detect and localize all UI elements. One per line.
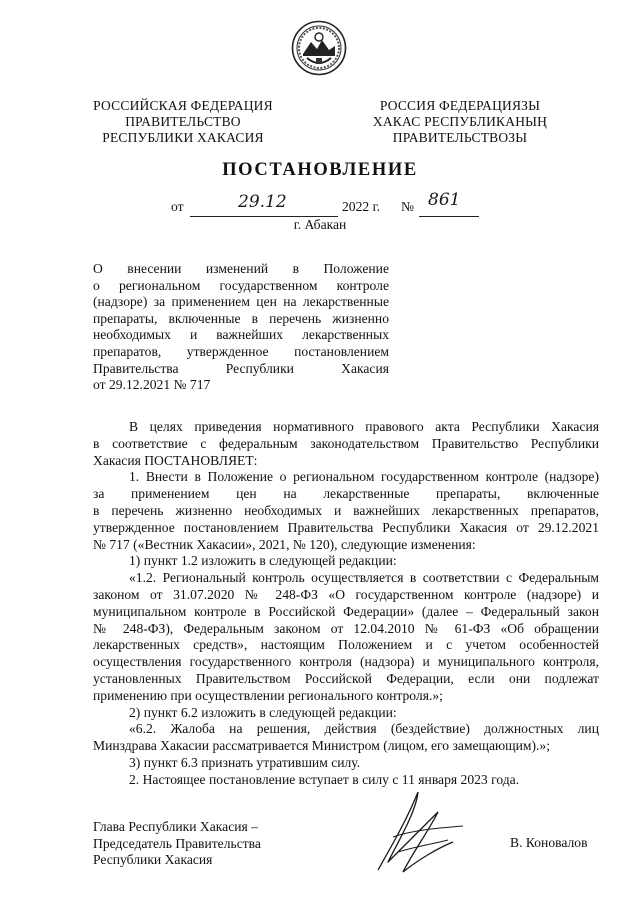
body-line: законом от 31.07.2020 № 248-ФЗ «О государственном контроле (надзоре) и: [93, 586, 599, 602]
subject-line: о региональном государственном контроле: [93, 277, 389, 293]
body-line: муниципальном контроле в Российской Федерации» (далее – Федеральный закон: [93, 603, 599, 619]
subject-line: необходимых и важнейших лекарственных: [93, 327, 389, 343]
body-line: в соответствие с федеральным законодательством Правительство Республики: [93, 435, 599, 451]
header-right-line: ХАКАС РЕСПУБЛИКАНЫҢ: [372, 114, 548, 129]
signatory-position-line: Председатель Правительства: [93, 835, 261, 851]
document-subject: [93, 261, 389, 394]
signatory-position: [93, 819, 261, 869]
body-line: 2) пункт 6.2 изложить в следующей редакции:: [129, 704, 397, 720]
body-line: № 717 («Вестник Хакасии», 2021, № 120), следующие изменения:: [93, 536, 476, 552]
signatory-position-line: Глава Республики Хакасия –: [93, 819, 258, 834]
document-title: ПОСТАНОВЛЕНИЕ: [222, 160, 418, 180]
header-left-line: РОССИЙСКАЯ ФЕДЕРАЦИЯ: [93, 98, 273, 113]
body-line: 1) пункт 1.2 изложить в следующей редакции:: [129, 553, 397, 569]
handwritten-date: 29.12: [238, 192, 287, 212]
subject-line: препараты, включенные в перечень жизненно: [93, 310, 389, 326]
body-line: 1. Внести в Положение о региональном государственном контроле (надзоре): [129, 469, 599, 485]
date-year: 2022 г.: [342, 199, 381, 214]
body-line: лекарственных средств», настоящим Положением и с учетом особенностей: [93, 637, 599, 653]
subject-line: О внесении изменений в Положение: [93, 261, 389, 276]
header-right-line: РОССИЯ ФЕДЕРАЦИЯЗЫ: [379, 98, 541, 113]
subject-line: (надзоре) за применением цен на лекарственные: [93, 294, 389, 310]
header-right: [360, 98, 560, 146]
header-left-line: ПРАВИТЕЛЬСТВО: [125, 114, 241, 129]
body-line: В целях приведения нормативного правового акта Республики Хакасия: [129, 419, 599, 434]
body-line: № 248-ФЗ), Федеральным законом от 12.04.2010 № 61-ФЗ «Об обращении: [93, 620, 599, 636]
header-left: [88, 98, 278, 146]
subject-line: Правительства Республики Хакасия: [93, 360, 389, 376]
header-left-line: РЕСПУБЛИКИ ХАКАСИЯ: [102, 130, 264, 145]
coat-of-arms-emblem: [291, 20, 347, 76]
document-body: [93, 419, 599, 789]
body-line: «1.2. Региональный контроль осуществляется в соответствии с Федеральным: [129, 570, 599, 586]
subject-line: от 29.12.2021 № 717: [93, 377, 211, 393]
body-line: Хакасия ПОСТАНОВЛЯЕТ:: [93, 452, 258, 468]
handwritten-number: 861: [428, 190, 461, 210]
body-line: установленных Правительством Российской Федерации, если они подлежат: [93, 670, 599, 686]
body-line: осуществления государственного контроля (надзора) и муниципального контроля,: [93, 654, 599, 670]
number-sign: №: [401, 199, 414, 214]
city: г. Абакан: [293, 217, 347, 232]
body-line: «6.2. Жалоба на решения, действия (бездействие) должностных лиц: [129, 721, 599, 737]
body-line: 3) пункт 6.3 признать утратившим силу.: [129, 754, 361, 770]
body-line: в перечень жизненно необходимых и важнейших лекарственных препаратов,: [93, 502, 599, 518]
body-line: Минздрава Хакасии рассматривается Министром (лицом, его замещающим).»;: [93, 738, 550, 754]
handwritten-signature: [358, 782, 478, 882]
body-line: применению при осуществлении регионального контроля.»;: [93, 687, 443, 703]
body-line: 2. Настоящее постановление вступает в силу с 11 января 2023 года.: [129, 771, 520, 787]
header-right-line: ПРАВИТЕЛЬСТВОЗЫ: [392, 130, 528, 145]
signatory-position-line: Республики Хакасия: [93, 852, 213, 867]
body-line: утвержденное постановлением Правительства Республики Хакасия от 29.12.2021: [93, 519, 599, 535]
subject-line: препаратов, утвержденное постановлением: [93, 343, 389, 359]
signatory-name: В. Коновалов: [510, 835, 588, 850]
body-line: за применением цен на лекарственные препараты, включенные: [93, 486, 599, 502]
date-prefix: от: [171, 199, 184, 214]
